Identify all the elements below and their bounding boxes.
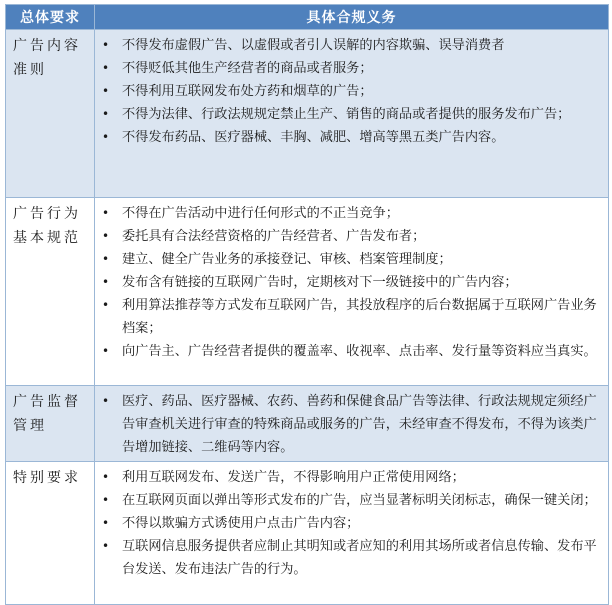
- bullet-icon: •: [102, 516, 110, 530]
- obligation-text: 向广告主、广告经营者提供的覆盖率、收视率、点击率、发行量等资料应当真实。: [122, 344, 597, 359]
- requirement-cell: 特别要求: [6, 462, 95, 605]
- obligation-text: 互联网信息服务提供者应制止其明知或者应知的利用其场所或者信息传输、发布平台发送、发布违法广告的行为。: [122, 539, 597, 577]
- bullet-icon: •: [102, 61, 110, 75]
- list-item: [95, 466, 602, 489]
- obligation-text: 委托具有合法经营资格的广告经营者、广告发布者；: [122, 229, 426, 244]
- list-item: [95, 489, 602, 512]
- list-item: [95, 57, 602, 80]
- obligation-text: 不得以欺骗方式诱使用户点击广告内容；: [122, 516, 360, 531]
- list-item: [95, 248, 602, 271]
- obligation-text: 不得发布药品、医疗器械、丰胸、减肥、增高等黑五类广告内容。: [122, 130, 505, 145]
- bullet-icon: •: [102, 206, 110, 220]
- bullet-icon: •: [102, 539, 110, 553]
- list-item: [95, 512, 602, 535]
- header-specific-obligations: 具体合规义务: [95, 5, 609, 30]
- bullet-icon: •: [102, 470, 110, 484]
- obligation-list: [95, 466, 602, 581]
- obligation-text: 建立、健全广告业务的承接登记、审核、档案管理制度；: [122, 252, 452, 267]
- bullet-icon: •: [102, 130, 110, 144]
- obligations-cell: [95, 198, 609, 386]
- bullet-icon: •: [102, 344, 110, 358]
- bullet-icon: •: [102, 394, 110, 408]
- table-row: [6, 386, 609, 462]
- list-item: [95, 340, 602, 363]
- bullet-icon: •: [102, 493, 110, 507]
- bullet-icon: •: [102, 84, 110, 98]
- bullet-icon: •: [102, 275, 110, 289]
- obligation-text: 利用算法推荐等方式发布互联网广告，其投放程序的后台数据属于互联网广告业务档案；: [122, 298, 597, 336]
- table-row: [6, 198, 609, 386]
- list-item: [95, 103, 602, 126]
- obligation-list: [95, 390, 602, 459]
- compliance-table: [5, 4, 609, 605]
- list-item: [95, 225, 602, 248]
- requirement-cell: 广告监督管理: [6, 386, 95, 462]
- obligation-text: 医疗、药品、医疗器械、农药、兽药和保健食品广告等法律、行政法规规定须经广告审查机关进行审查的特殊商品或服务的广告，未经审查不得发布，不得为该类广告增加链接、二维码等内容。: [122, 394, 597, 455]
- bullet-icon: •: [102, 252, 110, 266]
- list-item: [95, 271, 602, 294]
- list-item: [95, 126, 602, 149]
- bullet-icon: •: [102, 298, 110, 312]
- obligation-text: 利用互联网发布、发送广告，不得影响用户正常使用网络；: [122, 470, 465, 485]
- list-item: [95, 390, 602, 459]
- obligation-text: 不得利用互联网发布处方药和烟草的广告；: [122, 84, 373, 99]
- bullet-icon: •: [102, 107, 110, 121]
- obligations-cell: [95, 386, 609, 462]
- bullet-icon: •: [102, 38, 110, 52]
- obligation-list: [95, 202, 602, 363]
- table-header-row: [6, 5, 609, 30]
- requirement-cell: 广告内容准则: [6, 30, 95, 198]
- obligations-cell: [95, 30, 609, 198]
- bullet-icon: •: [102, 229, 110, 243]
- obligation-text: 不得为法律、行政法规规定禁止生产、销售的商品或者提供的服务发布广告；: [122, 107, 571, 122]
- list-item: [95, 34, 602, 57]
- requirement-cell: 广告行为基本规范: [6, 198, 95, 386]
- table-row: [6, 462, 609, 605]
- list-item: [95, 535, 602, 581]
- list-item: [95, 294, 602, 340]
- list-item: [95, 202, 602, 225]
- obligation-list: [95, 34, 602, 149]
- list-item: [95, 80, 602, 103]
- obligation-text: 在互联网页面以弹出等形式发布的广告，应当显著标明关闭标志，确保一键关闭；: [122, 493, 597, 508]
- obligation-text: 不得贬低其他生产经营者的商品或者服务；: [122, 61, 373, 76]
- table-row: [6, 30, 609, 198]
- obligation-text: 不得发布虚假广告、以虚假或者引人误解的内容欺骗、误导消费者: [122, 38, 505, 53]
- obligation-text: 不得在广告活动中进行任何形式的不正当竞争；: [122, 206, 399, 221]
- obligations-cell: [95, 462, 609, 605]
- obligation-text: 发布含有链接的互联网广告时，定期核对下一级链接中的广告内容；: [122, 275, 518, 290]
- header-overall-requirement: 总体要求: [6, 5, 95, 30]
